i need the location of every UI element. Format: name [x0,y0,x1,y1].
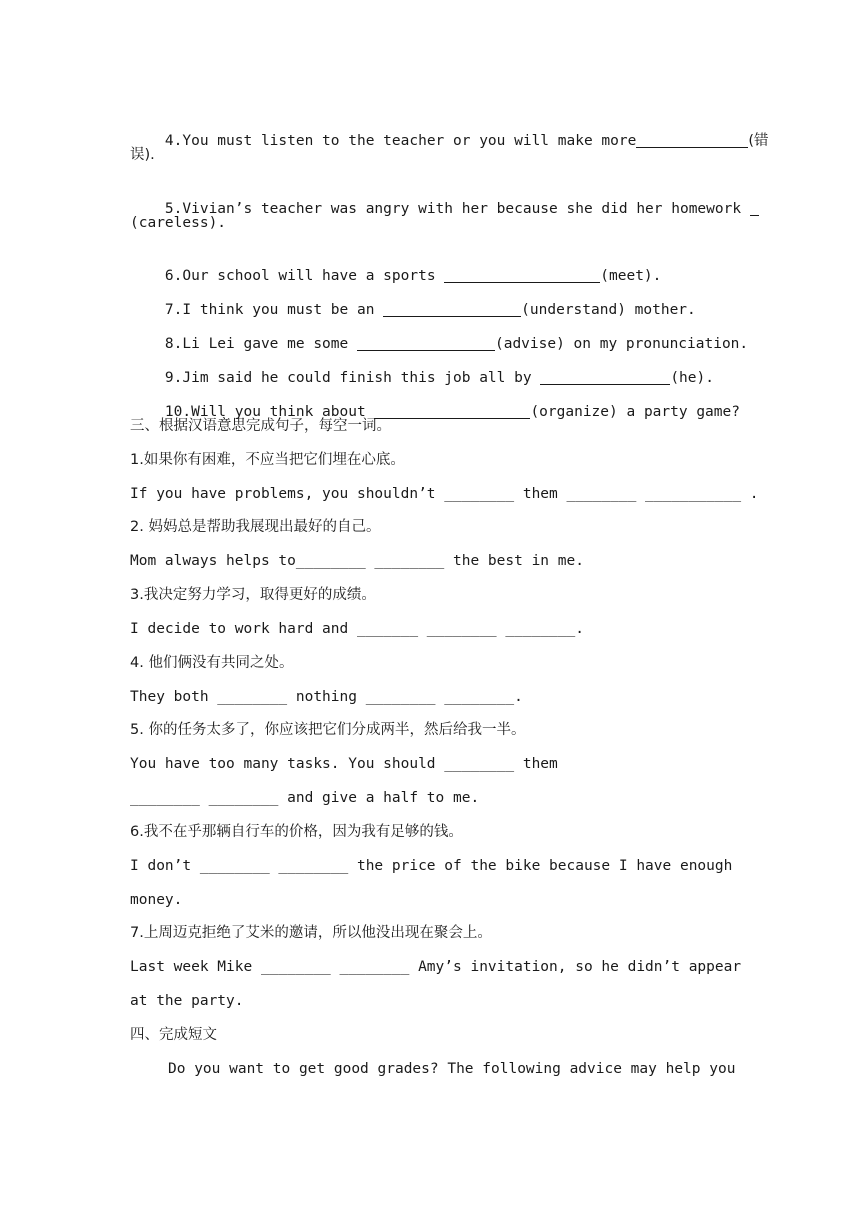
question-5-continued: (careless). [130,215,227,231]
section-3-heading: 三、根据汉语意思完成句子，每空一词。 [130,418,391,434]
sentence-3-english: I decide to work hard and _______ ________ ________. [130,621,584,637]
question-7-hint: (understand) mother. [521,302,696,318]
question-4-hint: (错 [748,133,769,149]
sentence-3-chinese: 3.我决定努力学习，取得更好的成绩。 [130,587,376,603]
question-6-text: 6.Our school will have a sports [164,268,436,284]
answer-blank[interactable] [750,200,759,216]
question-6-hint: (meet). [600,268,662,284]
sentence-7-chinese: 7.上周迈克拒绝了艾米的邀请，所以他没出现在聚会上。 [130,925,492,941]
section-4-heading: 四、完成短文 [130,1027,217,1043]
sentence-5-chinese: 5. 你的任务太多了，你应该把它们分成两半，然后给我一半。 [130,722,526,738]
question-8-hint: (advise) on my pronunciation. [494,336,749,352]
question-9-text: 9.Jim said he could finish this job all by [164,370,532,386]
sentence-5-english-continued: ________ ________ and give a half to me. [130,790,480,806]
sentence-2-chinese: 2. 妈妈总是帮助我展现出最好的自己。 [130,519,381,535]
sentence-7-english-continued: at the party. [130,993,244,1009]
sentence-4-english: They both ________ nothing ________ ________. [130,689,523,705]
question-7-text: 7.I think you must be an [164,302,375,318]
question-8-text: 8.Li Lei gave me some [164,336,349,352]
sentence-7-english: Last week Mike ________ ________ Amy’s invitation, so he didn’t appear [130,959,742,975]
sentence-1-chinese: 1.如果你有困难，不应当把它们埋在心底。 [130,452,405,468]
question-10-hint: (organize) a party game? [530,404,740,420]
sentence-1-english: If you have problems, you shouldn’t ________ them ________ ___________ . [130,486,759,502]
question-5-text: 5.Vivian’s teacher was angry with her because she did her homework [164,201,742,217]
sentence-5-english: You have too many tasks. You should ________ them [130,756,558,772]
question-9-hint: (he). [670,370,714,386]
question-4-text: 4.You must listen to the teacher or you will make more [164,133,637,149]
sentence-6-english: I don’t ________ ________ the price of the bike because I have enough [130,858,733,874]
sentence-4-chinese: 4. 他们俩没有共同之处。 [130,655,294,671]
question-4-continued: 误). [130,147,155,163]
question-10-text: 10.Will you think about [164,404,366,420]
passage-first-line: Do you want to get good grades? The following advice may help you [168,1061,736,1077]
sentence-2-english: Mom always helps to________ ________ the best in me. [130,553,584,569]
sentence-6-english-continued: money. [130,892,183,908]
sentence-6-chinese: 6.我不在乎那辆自行车的价格，因为我有足够的钱。 [130,824,463,840]
